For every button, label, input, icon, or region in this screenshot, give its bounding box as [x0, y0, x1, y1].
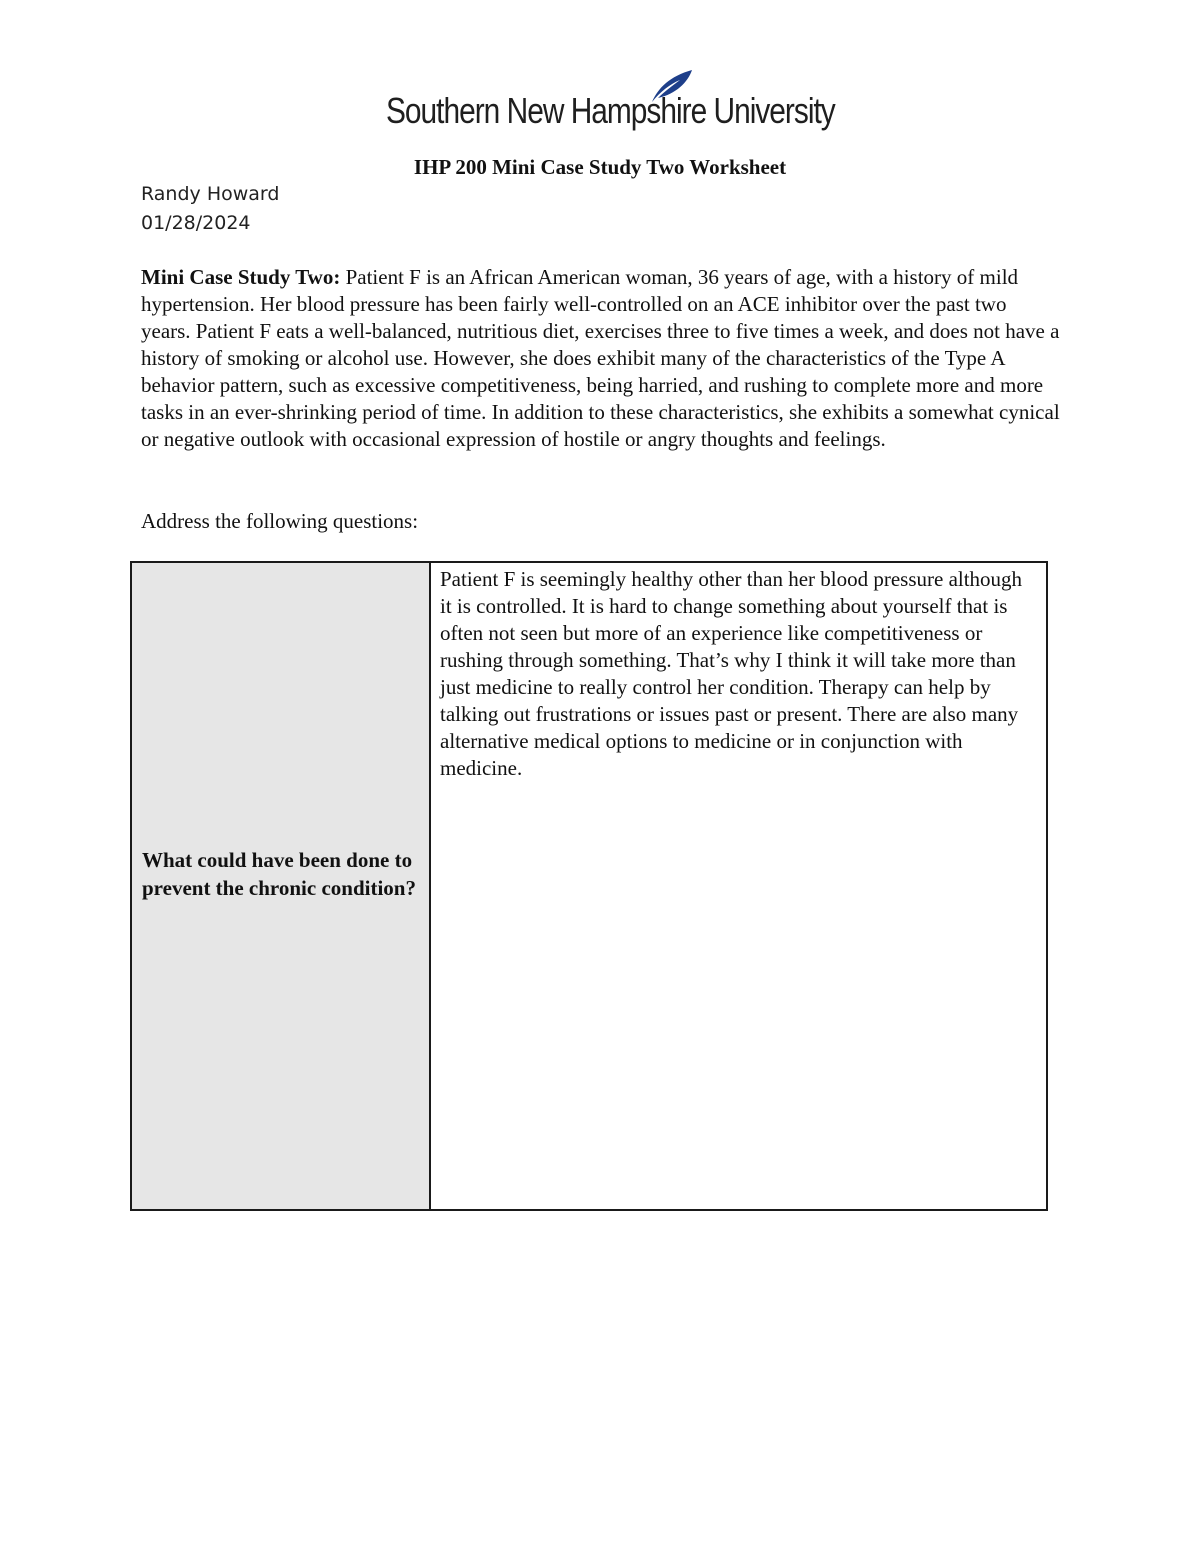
university-logo — [386, 68, 835, 138]
question-cell — [132, 563, 431, 1209]
question-text: What could have been done to prevent the chronic condition? — [142, 847, 416, 900]
document-title: IHP 200 Mini Case Study Two Worksheet — [413, 155, 787, 179]
case-study-paragraph — [141, 264, 1061, 453]
answer-cell[interactable] — [431, 563, 1046, 1209]
case-study-text: Patient F is an African American woman, 36 years of age, with a history of mild hypertension. Her blood pressure has been fairly well-controlled on an ACE inhibitor over the past two years. Patient F eats a well-balanced, nutritious diet, exercises three to five times a week, and does not have a history of smoking or alcohol use. However, she does exhibit many of the characteristics of the Type A behavior pattern, such as excessive competitiveness, being harried, and rushing to complete more and more tasks in an ever-shrinking period of time. In addition to these characteristics, she exhibits a somewhat cynical or negative outlook with occasional expression of hostile or angry thoughts and feelings. — [141, 265, 1060, 451]
answer-text: Patient F is seemingly healthy other than her blood pressure although it is controlled. It is hard to change something about yourself that is often not seen but more of an experience like competitiveness or rushing through something. That’s why I think it will take more than just medicine to really control her condition. Therapy can help by talking out frustrations or issues past or present. There are also many alternative medical options to medicine or in conjunction with medicine. — [440, 567, 1023, 780]
document-date: 01/28/2024 — [141, 212, 251, 234]
leaf-icon — [648, 68, 696, 104]
logo-wordmark: Southern New Hampshire University — [386, 90, 835, 131]
question-answer-table — [130, 561, 1048, 1211]
instruction-text: Address the following questions: — [141, 509, 419, 533]
case-study-label: Mini Case Study Two: — [141, 265, 341, 289]
author-name: Randy Howard — [141, 183, 280, 205]
